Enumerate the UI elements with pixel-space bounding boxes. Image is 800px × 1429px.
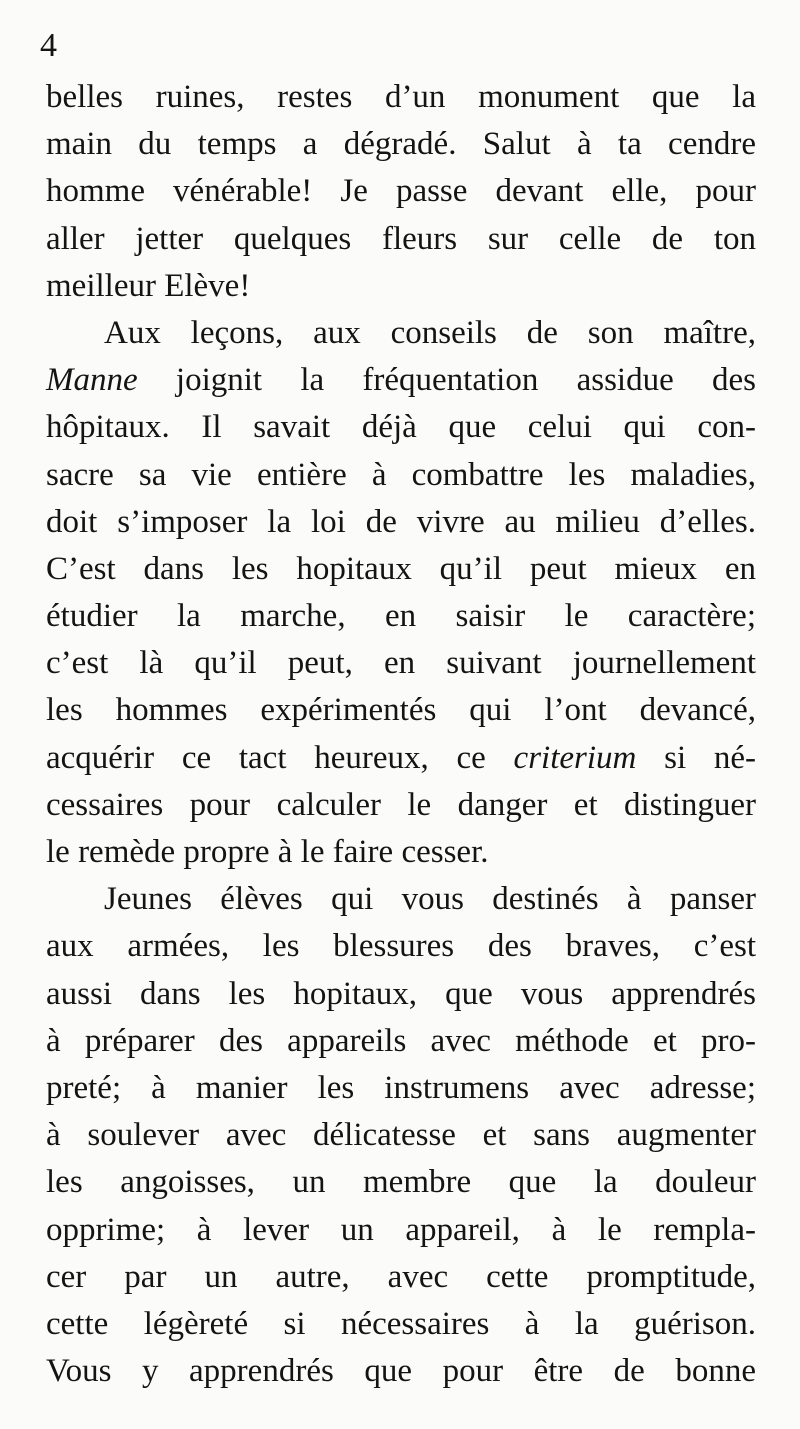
text-line: aller jetter quelques fleurs sur celle de ton xyxy=(46,220,756,257)
text-line: le remède propre à le faire cesser. xyxy=(46,834,489,870)
text-line: les hommes expérimentés qui l’ont devancé, xyxy=(46,692,756,729)
text-line: C’est dans les hopitaux qu’il peut mieux en xyxy=(46,550,756,587)
text-line: doit s’imposer la loi de vivre au milieu d’elles. xyxy=(46,503,756,540)
text-line: opprime; à lever un appareil, à le rempla- xyxy=(46,1211,756,1248)
text-line xyxy=(46,735,756,782)
text-line: cer par un autre, avec cette promptitude, xyxy=(46,1258,756,1295)
text-line: à soulever avec délicatesse et sans augmenter xyxy=(46,1117,756,1154)
text-line: Jeunes élèves qui vous destinés à panser xyxy=(104,881,756,918)
text-line: main du temps a dégradé. Salut à ta cendre xyxy=(46,126,756,163)
text-fragment: acquérir ce tact heureux, ce xyxy=(46,739,486,776)
text-line: sacre sa vie entière à combattre les maladies, xyxy=(46,456,756,493)
italic-name: Manne xyxy=(46,362,138,399)
text-line: belles ruines, restes d’un monument que la xyxy=(46,79,756,115)
text-line: cessaires pour calculer le danger et distinguer xyxy=(46,786,756,823)
text-line: c’est là qu’il peut, en suivant journellement xyxy=(46,645,756,682)
text-line: hôpitaux. Il savait déjà que celui qui con- xyxy=(46,409,756,446)
text-line: étudier la marche, en saisir le caractère; xyxy=(46,598,756,635)
text-line: meilleur Elève! xyxy=(46,267,251,304)
text-line: Vous y apprendrés que pour être de bonne xyxy=(46,1353,756,1390)
italic-term: criterium xyxy=(513,739,637,776)
text-line: Aux leçons, aux conseils de son maître, xyxy=(104,314,756,351)
text-line: les angoisses, un membre que la douleur xyxy=(46,1164,756,1201)
text-line: preté; à manier les instrumens avec adresse; xyxy=(46,1069,756,1106)
body-text xyxy=(46,74,756,1395)
page-number: 4 xyxy=(40,27,57,64)
text-fragment: joignit la fréquentation assidue des xyxy=(175,362,756,399)
text-fragment: si né- xyxy=(664,739,757,776)
text-line: aussi dans les hopitaux, que vous apprendrés xyxy=(46,975,756,1012)
text-line: aux armées, les blessures des braves, c’est xyxy=(46,928,756,965)
text-line: cette légèreté si nécessaires à la guérison. xyxy=(46,1305,756,1342)
text-line: homme vénérable! Je passe devant elle, pour xyxy=(46,173,756,210)
text-line: à préparer des appareils avec méthode et pro- xyxy=(46,1022,756,1059)
text-line xyxy=(46,357,756,404)
